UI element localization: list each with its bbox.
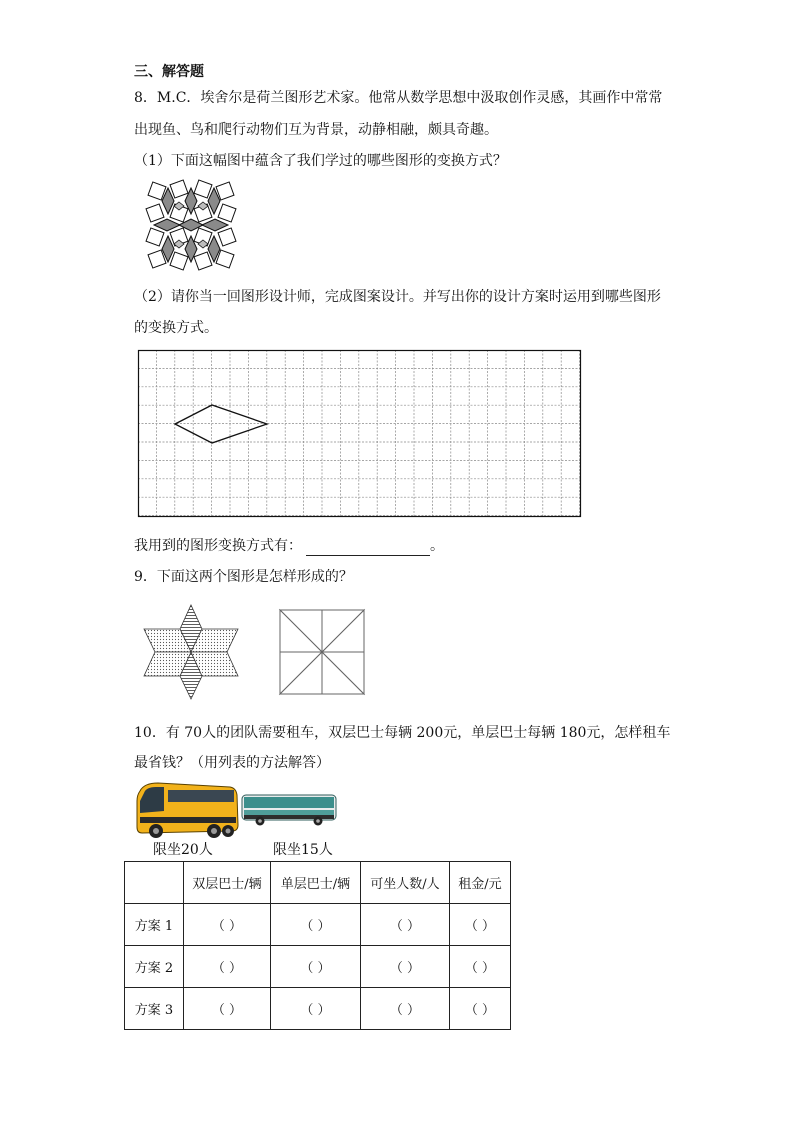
answer-blank[interactable]: （ ） (450, 904, 511, 946)
answer-blank[interactable]: （ ） (361, 988, 450, 1030)
plan-label: 方案 2 (125, 946, 184, 988)
q10-text-line2: 最省钱？（用列表的方法解答） (134, 755, 330, 771)
tessellation-figure (148, 182, 234, 268)
q8-answer-line (134, 536, 444, 556)
q9-text: 9．下面这两个图形是怎样形成的？ (134, 569, 353, 585)
design-grid[interactable] (138, 350, 581, 517)
answer-blank[interactable]: （ ） (361, 946, 450, 988)
section-title: 三、解答题 (134, 64, 204, 80)
rhombus-shape (175, 405, 267, 443)
answer-blank[interactable]: （ ） (271, 988, 361, 1030)
answer-blank[interactable]: （ ） (361, 904, 450, 946)
q8-text-line1: 8．M.C．埃舍尔是荷兰图形艺术家。他常从数学思想中汲取创作灵感，其画作中常常 (134, 90, 663, 106)
plan-label: 方案 3 (125, 988, 184, 1030)
q8-answer-prefix: 我用到的图形变换方式有： (134, 538, 302, 554)
q8-text-line2: 出现鱼、鸟和爬行动物们互为背景，动静相融，颇具奇趣。 (134, 122, 498, 138)
answer-blank[interactable]: （ ） (271, 946, 361, 988)
rental-plan-table (124, 861, 511, 1030)
bus1-caption: 限坐20人 (153, 842, 213, 858)
answer-blank[interactable]: （ ） (184, 946, 271, 988)
star-figure (144, 605, 239, 700)
answer-blank[interactable]: （ ） (184, 904, 271, 946)
table-header-cell (125, 862, 184, 904)
answer-blank[interactable]: （ ） (271, 904, 361, 946)
q8-answer-blank[interactable] (306, 541, 430, 556)
plan-label: 方案 1 (125, 904, 184, 946)
q8-part2-line1: （2）请你当一回图形设计师，完成图案设计。并写出你的设计方案时运用到哪些图形 (134, 289, 661, 305)
yellow-bus-icon (134, 781, 239, 841)
answer-blank[interactable]: （ ） (450, 988, 511, 1030)
table-header-cell: 可坐人数/人 (361, 862, 450, 904)
table-row (125, 904, 511, 946)
q8-part2-line2: 的变换方式。 (134, 320, 218, 336)
table-header-cell: 单层巴士/辆 (271, 862, 361, 904)
table-row (125, 946, 511, 988)
table-row (125, 988, 511, 1030)
q8-part1: （1）下面这幅图中蕴含了我们学过的哪些图形的变换方式？ (134, 153, 507, 169)
q8-answer-suffix: 。 (430, 538, 444, 554)
teal-bus-icon (240, 792, 340, 827)
answer-blank[interactable]: （ ） (184, 988, 271, 1030)
table-header-cell: 租金/元 (450, 862, 511, 904)
bus2-caption: 限坐15人 (273, 842, 333, 858)
table-header-cell: 双层巴士/辆 (184, 862, 271, 904)
table-header-row (125, 862, 511, 904)
q10-text-line1: 10．有 70人的团队需要租车，双层巴士每辆 200元，单层巴士每辆 180元，怎样租车 (134, 725, 671, 741)
pinwheel-figure (280, 610, 364, 694)
answer-blank[interactable]: （ ） (450, 946, 511, 988)
